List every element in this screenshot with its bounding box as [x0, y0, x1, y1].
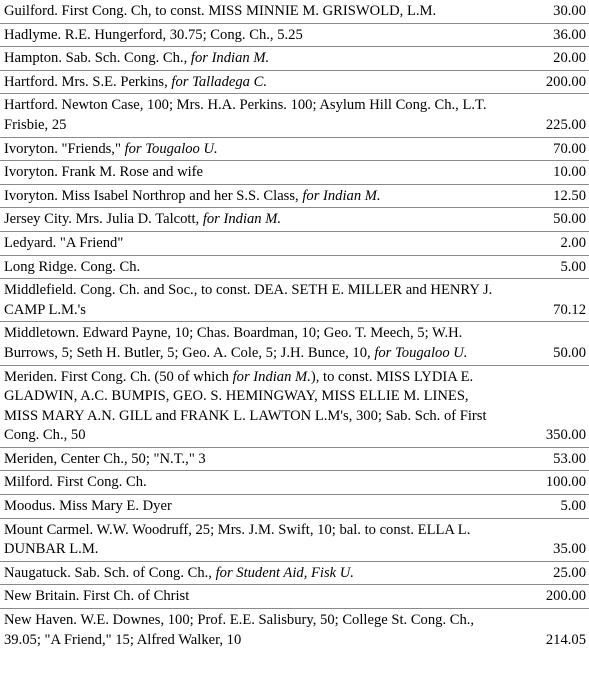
designation-text: for Indian M. [190, 50, 270, 67]
entry-description [0, 561, 504, 585]
description-text: Milford. First Cong. Ch. [4, 474, 147, 491]
designation-text: for Indian M. [232, 368, 311, 385]
description-text: Ivoryton. Miss Isabel Northrop and her S.S. Class, [4, 187, 303, 204]
ledger-row [0, 0, 589, 23]
ledger-row [0, 585, 589, 609]
ledger-row [0, 255, 589, 279]
entry-amount: 5.00 [504, 255, 589, 279]
designation-text: for Tougaloo U. [374, 344, 468, 361]
ledger-row [0, 561, 589, 585]
entry-description [0, 94, 504, 137]
entry-description [0, 585, 504, 609]
entry-amount: 200.00 [504, 585, 589, 609]
entry-amount: 25.00 [504, 561, 589, 585]
description-text: Mount Carmel. W.W. Woodruff, 25; Mrs. J.M. Swift, 10; bal. to const. ELLA L. DUNBAR L.M. [4, 521, 471, 558]
ledger-row [0, 94, 589, 137]
entry-amount: 30.00 [553, 3, 586, 19]
description-text: Meriden, Center Ch., 50; "N.T.," 3 [4, 450, 206, 467]
entry-description [0, 255, 504, 279]
entry-amount: 70.12 [504, 279, 589, 322]
entry-amount: 70.00 [504, 137, 589, 161]
designation-text: for Tougaloo U. [124, 140, 218, 157]
entry-description [0, 518, 504, 561]
description-text: Hartford. Mrs. S.E. Perkins, [4, 73, 172, 90]
ledger-row [0, 609, 589, 652]
description-text: Meriden. First Cong. Ch. (50 of which [4, 368, 233, 385]
entry-description [0, 231, 504, 255]
ledger-row [0, 184, 589, 208]
entry-amount: 10.00 [504, 161, 589, 185]
entry-amount: 350.00 [504, 365, 589, 447]
entry-description [0, 47, 504, 71]
entry-description [0, 137, 504, 161]
entry-description [0, 471, 504, 495]
entry-description [0, 70, 504, 94]
entry-amount: 50.00 [504, 322, 589, 365]
description-text: Hadlyme. R.E. Hungerford, 30.75; Cong. Ch., 5.25 [4, 26, 303, 43]
entry-description [0, 279, 504, 322]
ledger-row [0, 322, 589, 365]
ledger-row [0, 365, 589, 447]
entry-description [0, 184, 504, 208]
ledger-row [0, 231, 589, 255]
entry-description [0, 322, 504, 365]
ledger-row [0, 47, 589, 71]
entry-amount: 5.00 [504, 495, 589, 519]
entry-description [0, 609, 504, 652]
ledger-row [0, 70, 589, 94]
description-text: Jersey City. Mrs. Julia D. Talcott, [4, 211, 203, 228]
designation-text: for Student Aid, Fisk U. [215, 564, 354, 581]
entry-description [0, 0, 504, 23]
entry-amount: 50.00 [504, 208, 589, 232]
entry-description [0, 208, 504, 232]
entry-description [0, 365, 504, 447]
designation-text: for Indian M. [302, 187, 381, 204]
description-text: Middletown. Edward Payne, 10; Chas. Boardman, 10; Geo. T. Meech, 5; W.H. Burrows, 5; Seth H. Butler, 5; Geo. A. Cole, 5; J.H. Bunce, 10, [4, 325, 463, 361]
entry-amount: 36.00 [504, 23, 589, 47]
description-text: Middlefield. Cong. Ch. and Soc., to const. DEA. SETH E. MILLER and HENRY J. CAMP L.M.'s [4, 282, 493, 318]
ledger-row [0, 495, 589, 519]
ledger-row [0, 447, 589, 471]
ledger-row [0, 23, 589, 47]
ledger-row [0, 471, 589, 495]
entry-description [0, 23, 504, 47]
description-text: Ivoryton. "Friends," [4, 140, 125, 157]
description-text: Long Ridge. Cong. Ch. [4, 258, 141, 275]
description-text: Guilford. First Cong. Ch, to const. MISS MINNIE M. GRISWOLD, L.M. [4, 3, 437, 19]
description-text: Naugatuck. Sab. Sch. of Cong. Ch., [4, 564, 216, 581]
ledger-row [0, 518, 589, 561]
description-text: Moodus. Miss Mary E. Dyer [4, 498, 172, 515]
designation-text: for Indian M. [202, 211, 282, 228]
entry-amount: 2.00 [504, 231, 589, 255]
entry-amount: 100.00 [504, 471, 589, 495]
ledger-row [0, 161, 589, 185]
ledger-row [0, 208, 589, 232]
entry-amount: 225.00 [504, 94, 589, 137]
entry-amount: 200.00 [504, 70, 589, 94]
description-text: Ivoryton. Frank M. Rose and wife [4, 164, 204, 181]
description-text: New Britain. First Ch. of Christ [4, 588, 190, 605]
entry-amount: 35.00 [504, 518, 589, 561]
description-text: Hampton. Sab. Sch. Cong. Ch., [4, 50, 191, 67]
description-text: Hartford. Newton Case, 100; Mrs. H.A. Perkins. 100; Asylum Hill Cong. Ch., L.T. Frisbie, 25 [4, 97, 487, 133]
designation-text: for Talladega C. [171, 73, 267, 90]
entry-amount: 20.00 [504, 47, 589, 71]
entry-description [0, 161, 504, 185]
entry-description [0, 447, 504, 471]
entry-amount: 53.00 [504, 447, 589, 471]
entry-description [0, 495, 504, 519]
ledger-row [0, 137, 589, 161]
description-text: Ledyard. "A Friend" [4, 234, 124, 251]
ledger-row [0, 279, 589, 322]
entry-amount: 214.05 [504, 609, 589, 652]
entry-amount: 12.50 [504, 184, 589, 208]
description-text: New Haven. W.E. Downes, 100; Prof. E.E. Salisbury, 50; College St. Cong. Ch., 39.05; "A Friend," 15; Alfred Walker, 10 [4, 612, 475, 648]
description-text: ), to const. MISS LYDIA E. GLADWIN, A.C. BUMPIS, GEO. S. HEMINGWAY, MISS ELLIE M. LINES, MISS MARY A.N. GILL and FRANK L. LAWTON L.M's, 300; Sab. Sch. of First Cong. Ch., 50 [4, 368, 487, 444]
